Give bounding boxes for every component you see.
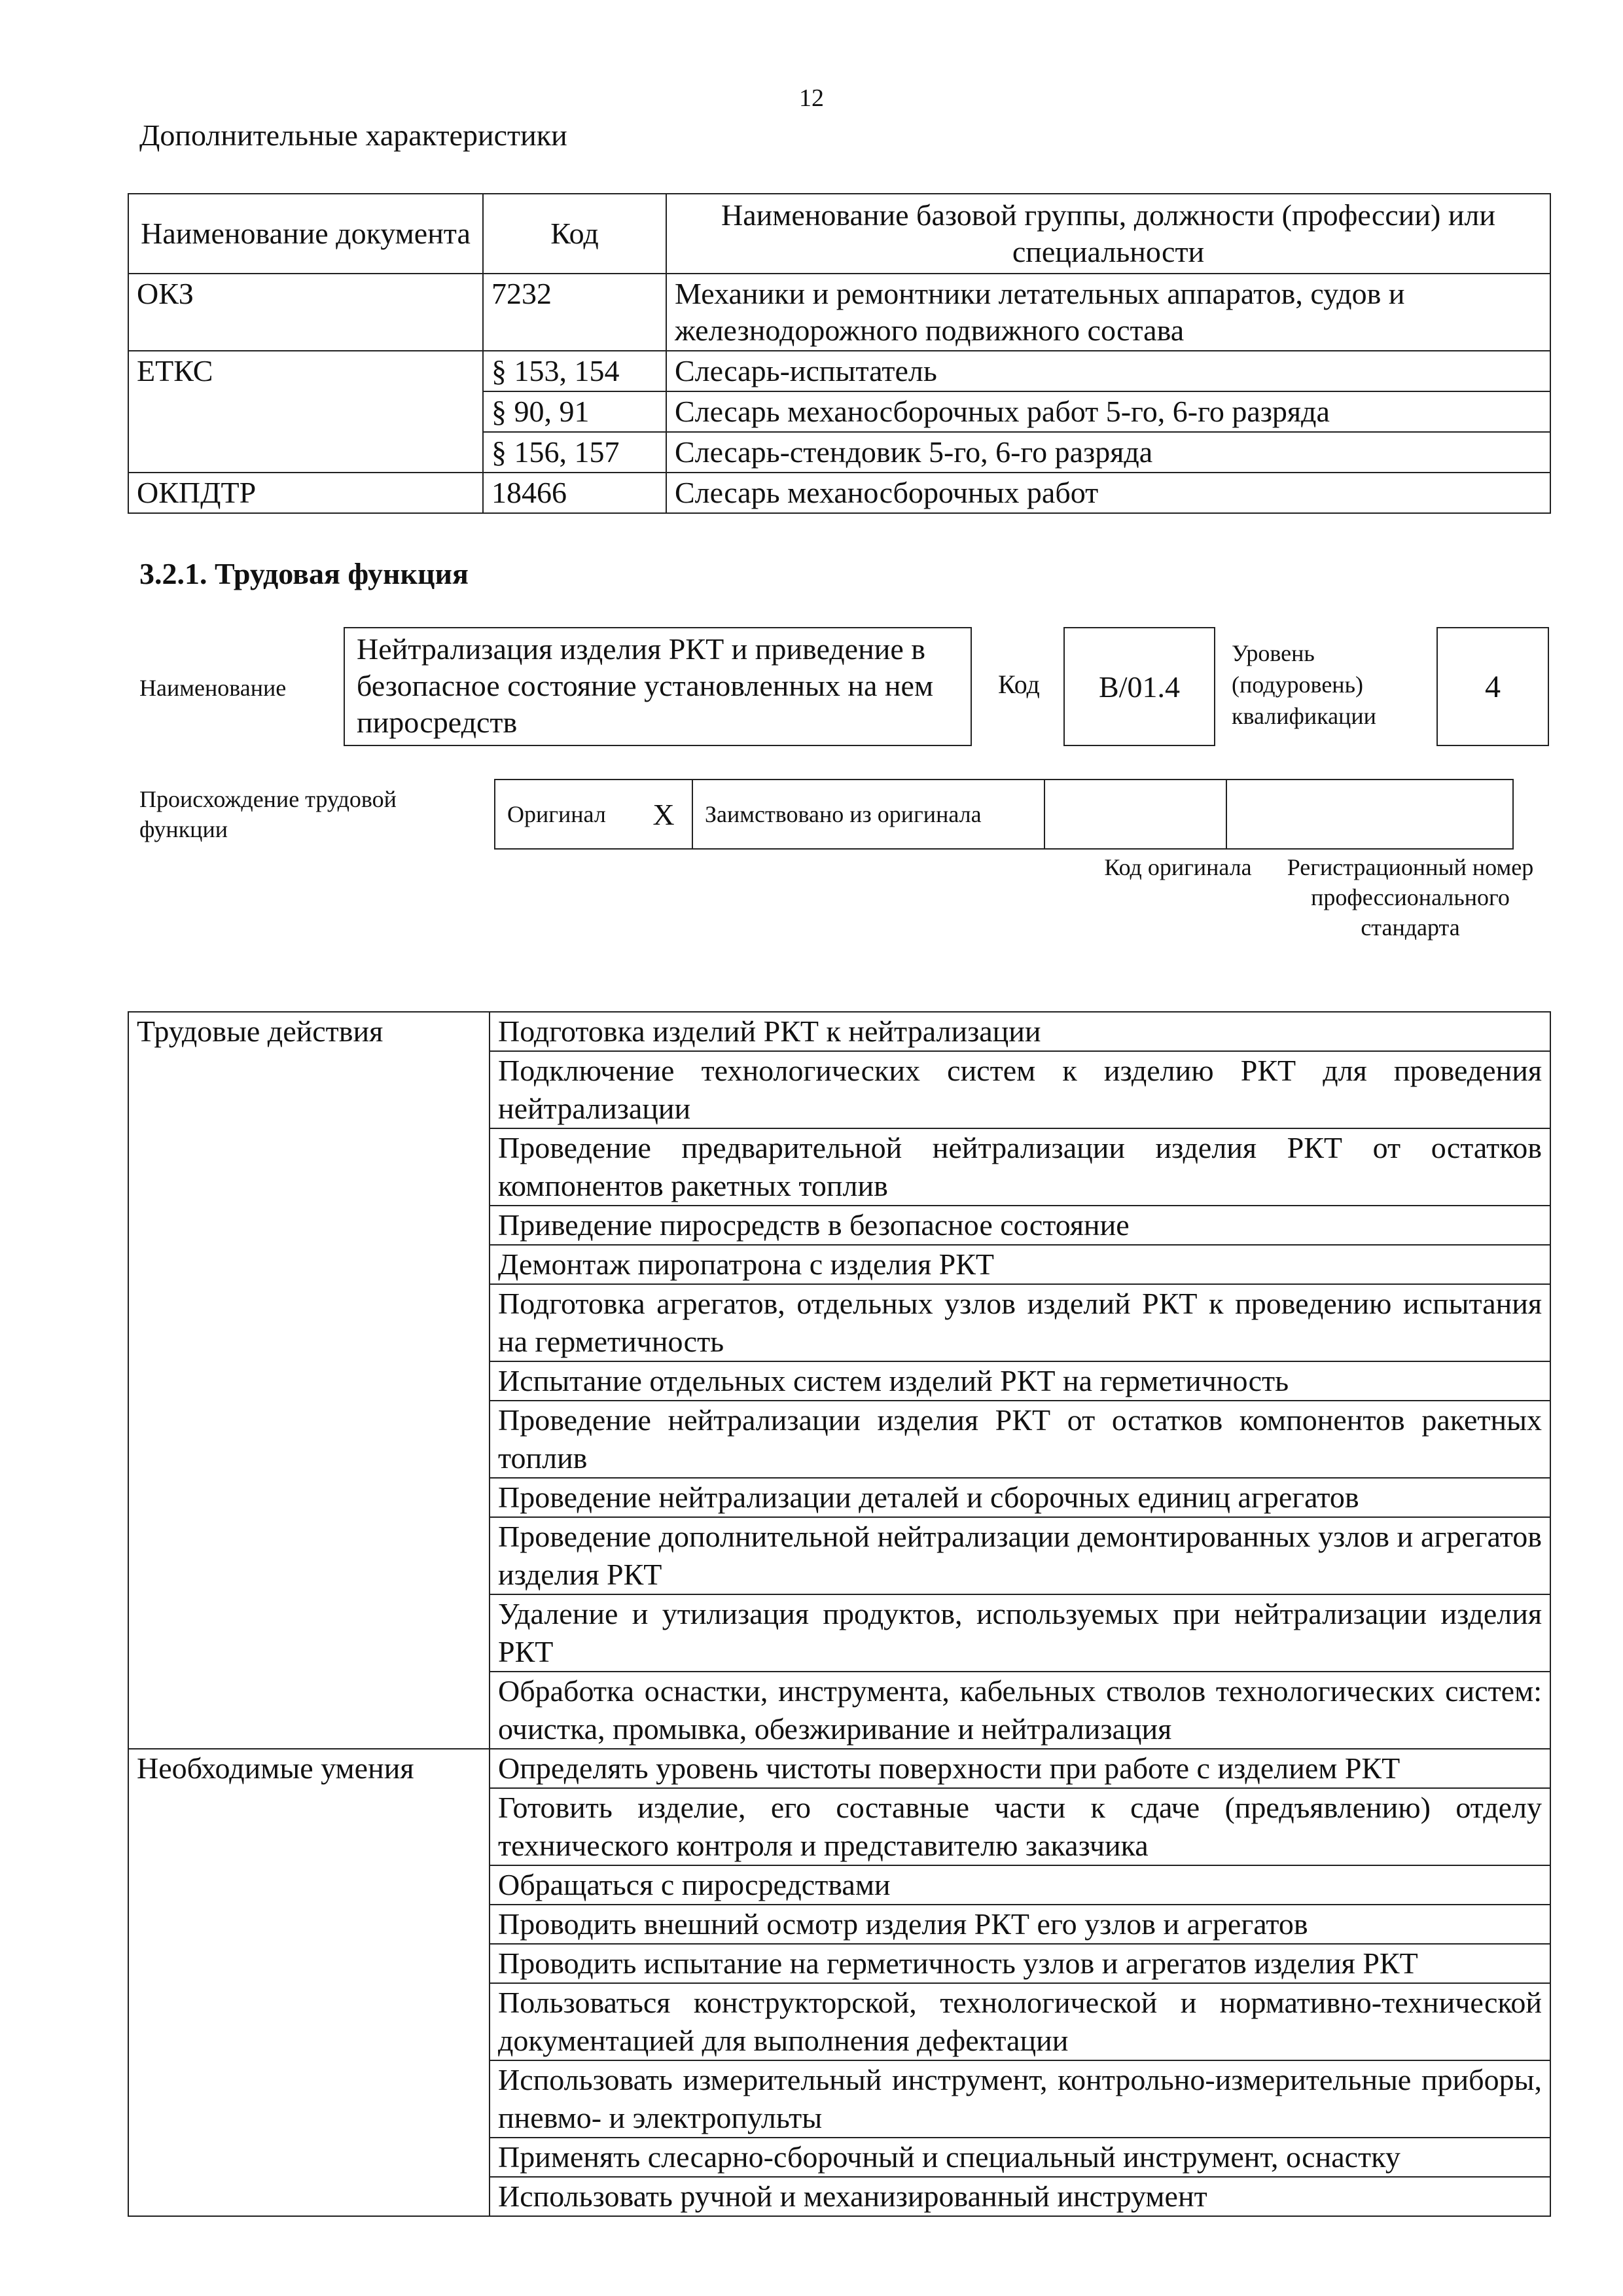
row-name: Слесарь механосборочных работ — [666, 473, 1550, 513]
list-item: Определять уровень чистоты поверхности при работе с изделием РКТ — [490, 1749, 1550, 1788]
function-code-box: В/01.4 — [1063, 627, 1215, 746]
list-item: Использовать измерительный инструмент, контрольно-измерительные приборы, пневмо- и электропульты — [490, 2060, 1550, 2138]
page-number: 12 — [799, 84, 824, 112]
list-item: Готовить изделие, его составные части к сдаче (предъявлению) отделу технического контроля и представителю заказчика — [490, 1788, 1550, 1865]
extra-characteristics-title: Дополнительные характеристики — [139, 118, 567, 152]
section-heading: 3.2.1. Трудовая функция — [139, 557, 469, 590]
header-document: Наименование документа — [128, 194, 483, 274]
function-code-label: Код — [998, 670, 1040, 699]
list-item: Испытание отдельных систем изделий РКТ на герметичность — [490, 1361, 1550, 1401]
list-item: Использовать ручной и механизированный инструмент — [490, 2177, 1550, 2216]
list-item: Проводить испытание на герметичность узлов и агрегатов изделия РКТ — [490, 1944, 1550, 1983]
table-row — [128, 473, 1550, 513]
list-item: Применять слесарно-сборочный и специальный инструмент, оснастку — [490, 2138, 1550, 2177]
origin-borrowed: Заимствовано из оригинала — [692, 780, 1044, 849]
list-item: Обработка оснастки, инструмента, кабельных стволов технологических систем: очистка, промывка, обезжиривание и нейтрализация — [490, 1672, 1550, 1749]
row-name: Слесарь-испытатель — [666, 351, 1550, 391]
list-item: Удаление и утилизация продуктов, используемых при нейтрализации изделия РКТ — [490, 1594, 1550, 1672]
row-name: Механики и ремонтники летательных аппаратов, судов и железнодорожного подвижного состава — [666, 274, 1550, 351]
list-item: Демонтаж пиропатрона с изделия РКТ — [490, 1245, 1550, 1284]
row-name: Слесарь-стендовик 5-го, 6-го разряда — [666, 432, 1550, 473]
list-item: Проводить внешний осмотр изделия РКТ его узлов и агрегатов — [490, 1905, 1550, 1944]
origin-label: Происхождение трудовой функции — [139, 786, 397, 842]
row-name: Слесарь механосборочных работ 5-го, 6-го разряда — [666, 391, 1550, 432]
row-code: § 90, 91 — [483, 391, 666, 432]
list-item: Подключение технологических систем к изделию РКТ для проведения нейтрализации — [490, 1051, 1550, 1128]
origin-table — [494, 779, 1514, 850]
list-item: Проведение дополнительной нейтрализации демонтированных узлов и агрегатов изделия РКТ — [490, 1517, 1550, 1594]
qualification-level-box: 4 — [1436, 627, 1549, 746]
registration-number-caption: Регистрационный номер профессионального стандарта — [1287, 854, 1534, 941]
labor-actions-label: Трудовые действия — [128, 1012, 490, 1749]
origin-original: Оригинал — [495, 780, 635, 849]
required-skills-label: Необходимые умения — [128, 1749, 490, 2216]
header-name: Наименование базовой группы, должности (профессии) или специальности — [666, 194, 1550, 274]
list-item: Проведение предварительной нейтрализации изделия РКТ от остатков компонентов ракетных топлив — [490, 1128, 1550, 1206]
list-item: Проведение нейтрализации изделия РКТ от остатков компонентов ракетных топлив — [490, 1401, 1550, 1478]
list-item: Приведение пиросредств в безопасное состояние — [490, 1206, 1550, 1245]
qualification-level-label: Уровень (подуровень) квалификации — [1232, 640, 1376, 729]
row-code: § 156, 157 — [483, 432, 666, 473]
list-item: Подготовка изделий РКТ к нейтрализации — [490, 1012, 1550, 1051]
function-name-label: Наименование — [139, 675, 287, 701]
table-header-row — [128, 194, 1550, 274]
row-code: 18466 — [483, 473, 666, 513]
header-code: Код — [483, 194, 666, 274]
function-name-box: Нейтрализация изделия РКТ и приведение в безопасное состояние установленных на нем пиросредств — [344, 627, 972, 746]
row-code: § 153, 154 — [483, 351, 666, 391]
function-details-table — [128, 1011, 1551, 2217]
list-item: Проведение нейтрализации деталей и сборочных единиц агрегатов — [490, 1478, 1550, 1517]
table-row — [128, 351, 1550, 391]
original-code-caption: Код оригинала — [1104, 854, 1252, 880]
origin-code-cell — [1044, 780, 1226, 849]
row-doc: ОКПДТР — [128, 473, 483, 513]
list-item: Подготовка агрегатов, отдельных узлов изделий РКТ к проведению испытания на герметичность — [490, 1284, 1550, 1361]
labor-actions-section — [128, 1012, 1550, 1749]
labor-action-row — [128, 1012, 1550, 1051]
origin-original-mark: Х — [635, 780, 692, 849]
origin-reg-number-cell — [1226, 780, 1513, 849]
row-code: 7232 — [483, 274, 666, 351]
row-doc: ОКЗ — [128, 274, 483, 351]
row-doc: ЕТКС — [128, 351, 483, 473]
list-item: Пользоваться конструкторской, технологической и нормативно-технической документацией для выполнения дефектации — [490, 1983, 1550, 2060]
required-skills-section — [128, 1749, 1550, 2216]
table-row — [128, 274, 1550, 351]
skill-row — [128, 1749, 1550, 1788]
list-item: Обращаться с пиросредствами — [490, 1865, 1550, 1905]
extra-characteristics-table — [128, 193, 1551, 514]
